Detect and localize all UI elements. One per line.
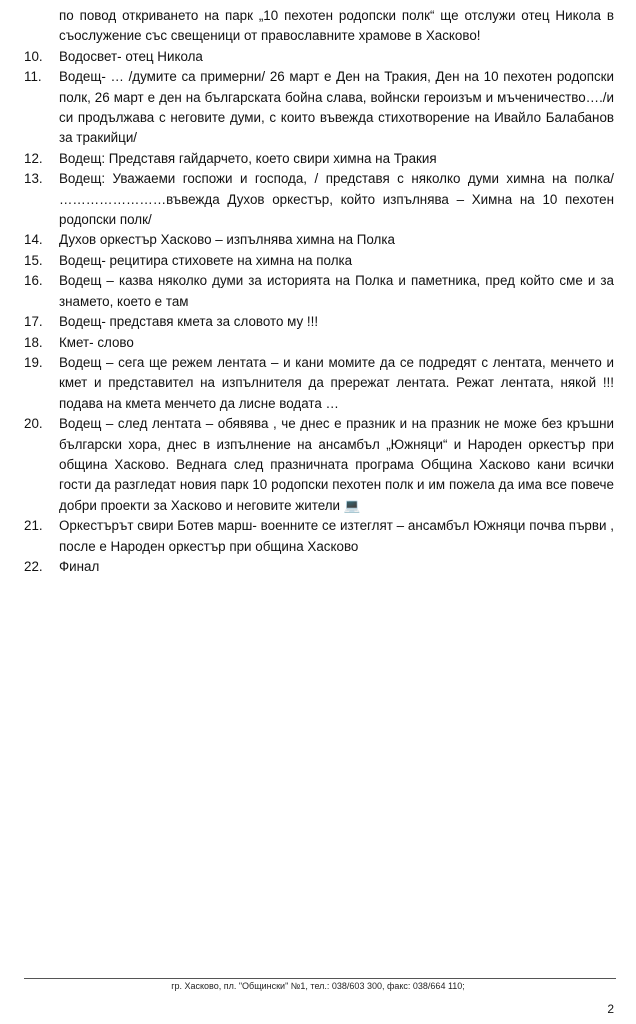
list-item-text: Водещ: Уважаеми госпожи и господа, / представя с няколко думи химна на полка/ ……………………въвежда Духов оркестър, който изпълнява – Химна на 10 пехотен родопски полк/	[59, 171, 614, 228]
list-item	[24, 67, 614, 149]
document-body	[24, 6, 614, 577]
list-item-text: Духов оркестър Хасково – изпълнява химна на Полка	[59, 232, 395, 248]
list-item-text: Водещ- представя кмета за словото му !!!	[59, 314, 319, 330]
list-item	[24, 333, 614, 353]
list-item-number: 15.	[24, 252, 43, 268]
footer-divider	[24, 978, 616, 979]
list-item-text: Оркестърът свири Ботев марш- военните се изтеглят – ансамбъл Южняци почва първи , после е Народен оркестър при община Хасково	[59, 518, 614, 554]
list-item-text: Водосвет- отец Никола	[59, 48, 203, 64]
list-item-text: Кмет- слово	[59, 334, 134, 350]
list-item-number: 16.	[24, 273, 43, 289]
list-item-text: Водещ- рецитира стиховете на химна на полка	[59, 252, 353, 268]
page-number: 2	[607, 1002, 614, 1016]
list-item	[24, 169, 614, 230]
list-item	[24, 251, 614, 271]
list-item-number: 13.	[24, 171, 43, 187]
list-item-text: Водещ- … /думите са примерни/ 26 март е Ден на Тракия, Ден на 10 пехотен родопски полк, 26 март е ден на българската бойна слава, войнски героизъм и мъченичество…./и си продължава с неговите думи, с които въвежда стихотворение на Ивайло Балабанов за тракийци/	[59, 69, 614, 146]
list-item-text: Водещ – след лентата – обявява , че днес е празник и на празник не може без кръшни български хора, днес в изпълнение на ансамбъл „Южняци“ и Народен оркестър при община Хасково. Веднага след празничната програма Община Хасково кани всички гости да разгледат новия парк 10 родопски пехотен полк и им пожела да има все повече добри проекти за Хасково и неговите жители 💻	[59, 416, 614, 513]
list-item	[24, 149, 614, 169]
list-item	[24, 271, 614, 312]
continued-paragraph: по повод откриването на парк „10 пехотен родопски полк“ ще отслужи отец Никола в съослужение със свещеници от православните храмове в Хасково!	[59, 8, 614, 44]
list-item	[24, 557, 614, 577]
list-item-number: 19.	[24, 354, 43, 370]
list-item-number: 18.	[24, 334, 43, 350]
numbered-list	[24, 47, 614, 578]
list-item	[24, 312, 614, 332]
list-item-text: Финал	[59, 558, 100, 574]
list-item	[24, 353, 614, 414]
list-item	[24, 47, 614, 67]
list-item-number: 10.	[24, 48, 43, 64]
list-item	[24, 516, 614, 557]
list-item-text: Водещ – сега ще режем лентата – и кани момите да се подредят с лентата, менчето и кмет и представител на изпълнителя да прережат лентата. Режат лентата, някой !!! подава на кмета менчето да лисне водата …	[59, 354, 614, 411]
list-item-text: Водещ – казва няколко думи за историята на Полка и паметника, пред който сме и за знамето, което е там	[59, 273, 614, 309]
list-item-number: 22.	[24, 558, 43, 574]
list-item	[24, 414, 614, 516]
list-item-text: Водещ: Представя гайдарчето, което свири химна на Тракия	[59, 150, 437, 166]
list-item-number: 12.	[24, 150, 43, 166]
list-item	[24, 230, 614, 250]
list-item-number: 21.	[24, 518, 43, 534]
footer-address: гр. Хасково, пл. "Общински" №1, тел.: 038/603 300, факс: 038/664 110;	[171, 981, 465, 991]
list-item-number: 17.	[24, 314, 43, 330]
list-item-number: 11.	[24, 69, 42, 85]
list-item-number: 20.	[24, 416, 43, 432]
list-item-number: 14.	[24, 232, 43, 248]
